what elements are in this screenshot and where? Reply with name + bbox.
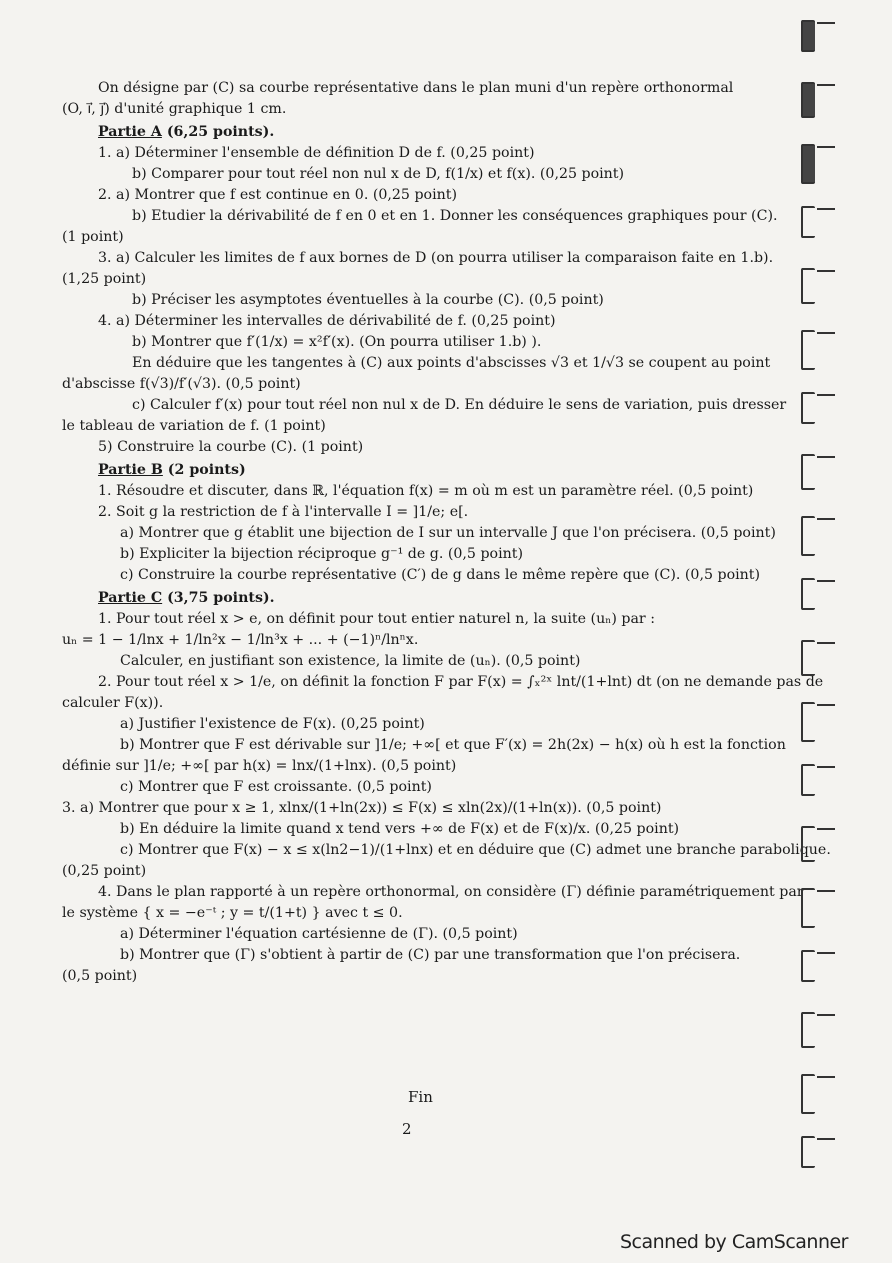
- text-line: [62, 903, 777, 924]
- line-text: c) Calculer f′(x) pour tout réel non nul x de D. En déduire le sens de variation, puis dresser: [132, 397, 787, 413]
- text-line: [62, 882, 804, 903]
- binder-mark: [801, 950, 815, 982]
- line-text: 1. a) Déterminer l'ensemble de définition D de f. (0,25 point): [98, 145, 535, 161]
- text-line: [62, 206, 777, 227]
- line-text: le tableau de variation de f. (1 point): [62, 418, 326, 434]
- binder-mark: [801, 826, 815, 862]
- binder-mark: [801, 578, 815, 610]
- line-text: 5) Construire la courbe (C). (1 point): [98, 439, 364, 455]
- line-text: (0,25 point): [62, 863, 147, 879]
- text-line: [62, 437, 777, 458]
- line-text: a) Justifier l'existence de F(x). (0,25 point): [120, 716, 425, 732]
- binder-mark: [801, 888, 815, 928]
- binder-mark: [801, 1136, 815, 1168]
- line-text: a) Déterminer l'équation cartésienne de (Γ). (0,5 point): [120, 926, 518, 942]
- binder-tick: [817, 1014, 835, 1016]
- line-text: (3,75 points).: [162, 590, 275, 606]
- binder-tick: [817, 1076, 835, 1078]
- binder-mark: [801, 82, 815, 118]
- text-line: [62, 945, 777, 966]
- line-text: Calculer, en justifiant son existence, la limite de (uₙ). (0,5 point): [120, 653, 581, 669]
- text-line: [62, 395, 787, 416]
- line-text: En déduire que les tangentes à (C) aux points d'abscisses √3 et 1/√3 se coupent au point: [132, 355, 771, 371]
- text-line: [62, 672, 824, 693]
- line-text: (1 point): [62, 229, 124, 245]
- line-text: (2 points): [162, 462, 246, 478]
- camscanner-watermark: Scanned by CamScanner: [619, 1231, 848, 1253]
- scan-edge-artifacts: [795, 0, 855, 1230]
- text-line: [62, 565, 777, 586]
- text-line: [62, 374, 777, 395]
- text-line: [62, 269, 777, 290]
- section-title: Partie C: [98, 590, 163, 606]
- text-line: [62, 353, 777, 374]
- line-text: 3. a) Montrer que pour x ≥ 1, xlnx/(1+ln(2x)) ≤ F(x) ≤ xln(2x)/(1+ln(x)). (0,5 point): [62, 800, 662, 816]
- binder-mark: [801, 764, 815, 796]
- line-text: c) Construire la courbe représentative (C′) de g dans le même repère que (C). (0,5 point): [120, 567, 761, 583]
- binder-tick: [817, 22, 835, 24]
- binder-tick: [817, 642, 835, 644]
- text-line: [62, 861, 777, 882]
- line-text: b) Expliciter la bijection réciproque g⁻¹ de g. (0,5 point): [120, 546, 523, 562]
- line-text: On désigne par (C) sa courbe représentative dans le plan muni d'un repère orthonormal: [98, 80, 734, 96]
- section-heading: [62, 122, 777, 143]
- binder-mark: [801, 144, 815, 184]
- binder-mark: [801, 1012, 815, 1048]
- line-text: 1. Résoudre et discuter, dans ℝ, l'équation f(x) = m où m est un paramètre réel. (0,5 point): [98, 483, 754, 499]
- line-text: (0,5 point): [62, 968, 138, 984]
- text-line: [62, 651, 777, 672]
- text-line: [62, 99, 777, 120]
- text-line: [62, 332, 777, 353]
- binder-mark: [801, 392, 815, 424]
- line-text: b) Montrer que F est dérivable sur ]1/e; +∞[ et que F′(x) = 2h(2x) − h(x) où h est la fonction: [120, 737, 786, 753]
- text-line: [62, 290, 777, 311]
- binder-tick: [817, 890, 835, 892]
- text-line: [62, 311, 777, 332]
- binder-mark: [801, 640, 815, 676]
- binder-tick: [817, 332, 835, 334]
- text-line: [62, 227, 777, 248]
- binder-mark: [801, 516, 815, 556]
- binder-tick: [817, 766, 835, 768]
- text-line: [62, 693, 777, 714]
- text-line: [62, 819, 777, 840]
- line-text: b) Préciser les asymptotes éventuelles à la courbe (C). (0,5 point): [132, 292, 604, 308]
- section-title: Partie A: [98, 124, 162, 140]
- section-heading: [62, 460, 777, 481]
- line-text: uₙ = 1 − 1/lnx + 1/ln²x − 1/ln³x + ... + (−1)ⁿ/lnⁿx.: [62, 632, 419, 648]
- binder-mark: [801, 268, 815, 304]
- line-text: c) Montrer que F est croissante. (0,5 point): [120, 779, 432, 795]
- text-line: [62, 502, 777, 523]
- text-line: [62, 735, 786, 756]
- line-text: 1. Pour tout réel x > e, on définit pour tout entier naturel n, la suite (uₙ) par :: [98, 611, 655, 627]
- line-text: b) Etudier la dérivabilité de f en 0 et en 1. Donner les conséquences graphiques pour (C).: [132, 208, 778, 224]
- text-line: [62, 840, 831, 861]
- binder-tick: [817, 1138, 835, 1140]
- line-text: définie sur ]1/e; +∞[ par h(x) = lnx/(1+lnx). (0,5 point): [62, 758, 457, 774]
- text-line: [62, 777, 777, 798]
- page-number: 2: [402, 1120, 412, 1138]
- binder-mark: [801, 1074, 815, 1114]
- binder-mark: [801, 702, 815, 742]
- text-line: [62, 798, 777, 819]
- line-text: 2. a) Montrer que f est continue en 0. (0,25 point): [98, 187, 458, 203]
- line-text: (O, i⃗, j⃗) d'unité graphique 1 cm.: [62, 101, 287, 117]
- end-marker: Fin: [408, 1088, 433, 1106]
- line-text: b) Montrer que (Γ) s'obtient à partir de (C) par une transformation que l'on précisera.: [120, 947, 741, 963]
- line-text: b) Montrer que f′(1/x) = x²f′(x). (On pourra utiliser 1.b) ).: [132, 334, 542, 350]
- binder-mark: [801, 330, 815, 370]
- line-text: (6,25 points).: [161, 124, 275, 140]
- text-line: [62, 185, 777, 206]
- binder-mark: [801, 20, 815, 52]
- binder-mark: [801, 206, 815, 238]
- binder-tick: [817, 146, 835, 148]
- text-line: [62, 143, 777, 164]
- line-text: a) Montrer que g établit une bijection de I sur un intervalle J que l'on précisera. (0,5 point): [120, 525, 776, 541]
- binder-tick: [817, 84, 835, 86]
- binder-tick: [817, 580, 835, 582]
- text-line: [62, 756, 777, 777]
- document-body: [62, 78, 831, 987]
- line-text: 3. a) Calculer les limites de f aux bornes de D (on pourra utiliser la comparaison faite en 1.b).: [98, 250, 774, 266]
- line-text: 4. a) Déterminer les intervalles de dérivabilité de f. (0,25 point): [98, 313, 556, 329]
- text-line: [62, 78, 777, 99]
- line-text: c) Montrer que F(x) − x ≤ x(ln2−1)/(1+lnx) et en déduire que (C) admet une branche parabolique.: [120, 842, 831, 858]
- text-line: [62, 544, 777, 565]
- text-line: [62, 164, 777, 185]
- text-line: [62, 924, 777, 945]
- line-text: b) En déduire la limite quand x tend vers +∞ de F(x) et de F(x)/x. (0,25 point): [120, 821, 680, 837]
- text-line: [62, 609, 777, 630]
- line-text: 2. Soit g la restriction de f à l'intervalle I = ]1/e; e[.: [98, 504, 469, 520]
- line-text: d'abscisse f(√3)/f′(√3). (0,5 point): [62, 376, 301, 392]
- section-title: Partie B: [98, 462, 163, 478]
- line-text: calculer F(x)).: [62, 695, 164, 711]
- section-heading: [62, 588, 777, 609]
- binder-tick: [817, 394, 835, 396]
- line-text: (1,25 point): [62, 271, 147, 287]
- binder-mark: [801, 454, 815, 490]
- binder-tick: [817, 270, 835, 272]
- binder-tick: [817, 828, 835, 830]
- text-line: [62, 630, 777, 651]
- text-line: [62, 416, 777, 437]
- line-text: b) Comparer pour tout réel non nul x de D, f(1/x) et f(x). (0,25 point): [132, 166, 625, 182]
- text-line: [62, 248, 777, 269]
- text-line: [62, 523, 777, 544]
- line-text: 2. Pour tout réel x > 1/e, on définit la fonction F par F(x) = ∫ₓ²ˣ lnt/(1+lnt) dt (on ne demande pas de: [98, 674, 824, 690]
- binder-tick: [817, 518, 835, 520]
- text-line: [62, 481, 777, 502]
- line-text: 4. Dans le plan rapporté à un repère orthonormal, on considère (Γ) définie paramétriquement par: [98, 884, 804, 900]
- binder-tick: [817, 952, 835, 954]
- line-text: le système { x = −e⁻ᵗ ; y = t/(1+t) } avec t ≤ 0.: [62, 905, 403, 921]
- binder-tick: [817, 208, 835, 210]
- text-line: [62, 966, 777, 987]
- binder-tick: [817, 456, 835, 458]
- text-line: [62, 714, 777, 735]
- binder-tick: [817, 704, 835, 706]
